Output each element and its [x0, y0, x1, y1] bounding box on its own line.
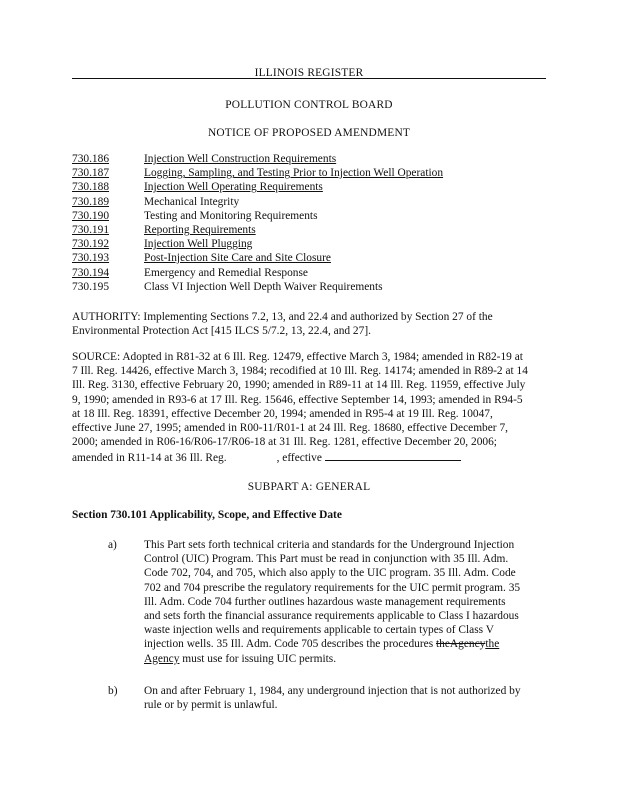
- source-line: Ill. Reg. 3130, effective February 20, 1990; amended in R89-11 at 14 Ill. Reg. 11959, effective July: [72, 379, 526, 392]
- text-line: waste injection wells and requirements applicable to certain types of Class V: [144, 624, 494, 637]
- section-number: 730.188: [72, 181, 110, 194]
- section-number: 730.191: [72, 223, 110, 236]
- source-paragraph: [72, 350, 546, 466]
- list-item: [72, 237, 546, 251]
- authority-line: Environmental Protection Act [415 ILCS 5/7.2, 13, 22.4, and 27].: [72, 325, 371, 338]
- source-line: 2000; amended in R06-16/R06-17/R06-18 at 31 Ill. Reg. 1281, effective December 20, 2006;: [72, 436, 497, 449]
- source-line: 7 Ill. Reg. 14426, effective March 3, 1984; recodified at 10 Ill. Reg. 14174; amended in R89-2 at 14: [72, 365, 528, 378]
- text-line: This Part sets forth technical criteria and standards for the Underground Injection: [144, 539, 515, 551]
- section-number: 730.192: [72, 238, 110, 251]
- source-last-mid: , effective: [276, 452, 322, 465]
- authority-line: AUTHORITY: Implementing Sections 7.2, 13, and 22.4 and authorized by Section 27 of the: [72, 311, 493, 323]
- text-line: Control (UIC) Program. This Part must be read in conjunction with 35 Ill. Adm.: [144, 553, 509, 566]
- section-number: 730.194: [72, 266, 110, 279]
- subsection-label: b): [108, 685, 118, 697]
- text-fragment: injection wells. 35 Ill. Adm. Code 705 describes the procedures: [144, 638, 436, 651]
- section-title: Injection Well Construction Requirements: [144, 153, 337, 165]
- inserted-text: the: [485, 638, 500, 651]
- source-line: effective June 27, 1995; amended in R00-11/R01-1 at 24 Ill. Reg. 18680, effective December 7,: [72, 422, 508, 435]
- list-item: [72, 223, 546, 237]
- text-line: and sets forth the financial assurance requirements applicable to Class I hazardous: [144, 610, 519, 623]
- section-number: 730.195: [72, 280, 110, 293]
- list-item: [72, 266, 546, 280]
- text-line: On and after February 1, 1984, any underground injection that is not authorized by: [144, 685, 521, 697]
- section-title: Injection Well Operating Requirements: [144, 181, 323, 194]
- section-heading: Section 730.101 Applicability, Scope, and Effective Date: [72, 509, 342, 521]
- register-title: ILLINOIS REGISTER: [254, 67, 364, 79]
- source-line: SOURCE: Adopted in R81-32 at 6 Ill. Reg. 12479, effective March 3, 1984; amended in R82-19 at: [72, 351, 523, 363]
- text-line: 702 and 704 prescribe the regulatory requirements for the UIC permit program. 35: [144, 581, 521, 594]
- section-list: [72, 152, 546, 294]
- section-number: 730.190: [72, 209, 110, 222]
- section-title: Post-Injection Site Care and Site Closure: [144, 252, 331, 265]
- source-line: at 18 Ill. Reg. 18391, effective December 20, 1994; amended in R95-4 at 19 Ill. Reg. 10047,: [72, 407, 493, 420]
- subsection-text: [144, 684, 544, 712]
- text-fragment: must use for issuing UIC permits.: [179, 652, 337, 665]
- section-number: 730.189: [72, 195, 110, 208]
- section-number: 730.186: [72, 153, 110, 165]
- authority-paragraph: [72, 310, 546, 338]
- struck-text: theAgency: [435, 638, 486, 651]
- list-item: [72, 180, 546, 194]
- list-item: [72, 209, 546, 223]
- list-item: [72, 251, 546, 265]
- list-item: [72, 166, 546, 180]
- section-number: 730.187: [72, 167, 110, 180]
- section-title: Reporting Requirements: [144, 223, 256, 236]
- notice-title: NOTICE OF PROPOSED AMENDMENT: [207, 127, 411, 139]
- register-header: [72, 66, 546, 82]
- text-line: [144, 652, 544, 666]
- text-line: rule or by permit is unlawful.: [144, 699, 278, 712]
- section-title: Testing and Monitoring Requirements: [144, 209, 318, 222]
- source-line-last: [72, 449, 546, 465]
- text-line: [144, 637, 544, 651]
- list-item: [72, 280, 546, 294]
- section-title: Logging, Sampling, and Testing Prior to Injection Well Operation: [144, 167, 444, 180]
- section-title: Class VI Injection Well Depth Waiver Requirements: [144, 280, 383, 293]
- text-line: Code 702, 704, and 705, which also apply to the UIC program. 35 Ill. Adm. Code: [144, 567, 516, 580]
- text-line: Ill. Adm. Code 704 further outlines hazardous waste management requirements: [144, 595, 506, 608]
- section-title: Mechanical Integrity: [144, 195, 240, 208]
- board-name: POLLUTION CONTROL BOARD: [225, 99, 393, 111]
- section-number: 730.193: [72, 252, 110, 265]
- subpart-heading: SUBPART A: GENERAL: [247, 481, 371, 493]
- source-last-start: amended in R11-14 at 36 Ill. Reg.: [72, 452, 227, 465]
- inserted-text: Agency: [144, 652, 180, 665]
- effective-date-blank: [325, 449, 461, 461]
- list-item: [72, 152, 546, 166]
- section-title: Injection Well Plugging: [144, 238, 253, 251]
- subsection-text: [144, 538, 544, 666]
- list-item: [72, 195, 546, 209]
- subsection-label: a): [108, 539, 117, 551]
- section-title: Emergency and Remedial Response: [144, 266, 308, 279]
- source-line: 9, 1990; amended in R93-6 at 17 Ill. Reg. 15646, effective September 14, 1993; amended in R94-5: [72, 393, 523, 406]
